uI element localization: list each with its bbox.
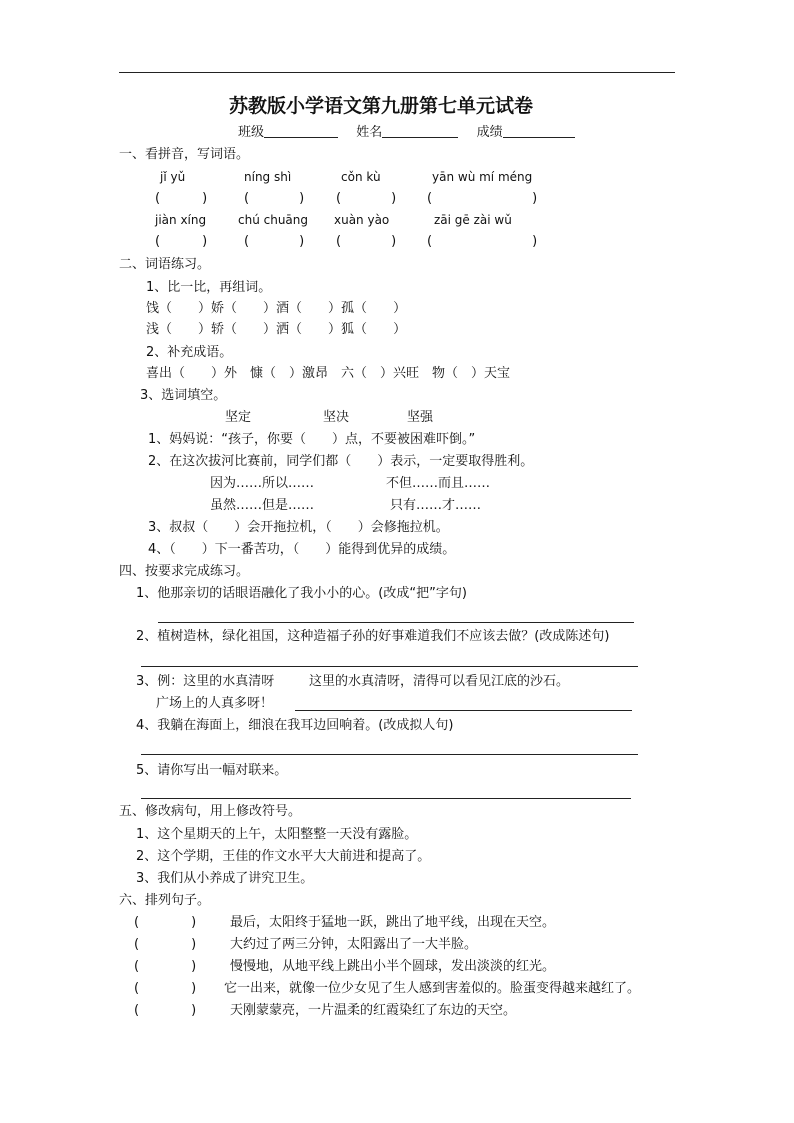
answer-box-8[interactable]: ( ) bbox=[427, 234, 538, 249]
idiom-question: 2、补充成语。 bbox=[146, 345, 233, 360]
fill-word-question: 3、选词填空。 bbox=[140, 388, 227, 403]
top-rule bbox=[119, 72, 675, 73]
answer-box-7[interactable]: ( ) bbox=[336, 234, 397, 249]
answer-line-3[interactable] bbox=[295, 710, 632, 711]
answer-line-2[interactable] bbox=[141, 666, 638, 667]
class-field[interactable] bbox=[264, 125, 338, 138]
pinyin-5: jiàn xíng bbox=[155, 213, 207, 227]
word-option-2: 坚决 bbox=[323, 410, 350, 425]
header-fields bbox=[238, 125, 575, 139]
rewrite-q1: 1、他那亲切的话眼语融化了我小小的心。(改成“把”字句) bbox=[136, 586, 467, 601]
fill-sentence-3: 3、叔叔（ ）会开拖拉机，（ ）会修拖拉机。 bbox=[148, 520, 449, 535]
answer-line-4[interactable] bbox=[141, 754, 638, 755]
rewrite-q5: 5、请你写出一幅对联来。 bbox=[136, 763, 288, 778]
answer-box-2[interactable]: ( ) bbox=[244, 191, 305, 206]
order-paren-4[interactable]: ( ) bbox=[134, 981, 197, 996]
conj-option-2: 不但……而且…… bbox=[386, 476, 491, 491]
pinyin-8: zāi gē zài wǔ bbox=[434, 213, 512, 227]
conj-option-1: 因为……所以…… bbox=[210, 476, 315, 491]
sick-sentence-1: 1、这个星期天的上午，太阳整整一天没有露脸。 bbox=[136, 827, 418, 842]
rewrite-q3-example-answer: 这里的水真清呀，清得可以看见江底的沙石。 bbox=[309, 674, 570, 689]
rewrite-q3-example: 3、例：这里的水真清呀 bbox=[136, 674, 275, 689]
answer-box-4[interactable]: ( ) bbox=[427, 191, 538, 206]
page-title: 苏教版小学语文第九册第七单元试卷 bbox=[229, 95, 534, 117]
rewrite-q2: 2、植树造林，绿化祖国，这种造福子孙的好事难道我们不应该去做？(改成陈述句) bbox=[136, 629, 610, 644]
conj-option-3: 虽然……但是…… bbox=[210, 498, 315, 513]
compare-row-2: 浅（ ）轿（ ）洒（ ）狐（ ） bbox=[146, 322, 407, 337]
rewrite-q3-prompt: 广场上的人真多呀！ bbox=[156, 696, 274, 711]
idiom-row: 喜出（ ）外 慷（ ）激昂 六（ ）兴旺 物（ ）天宝 bbox=[146, 366, 511, 381]
pinyin-4: yān wù mí méng bbox=[432, 170, 533, 184]
order-sentence-1: 最后，太阳终于猛地一跃，跳出了地平线，出现在天空。 bbox=[230, 915, 556, 930]
answer-box-3[interactable]: ( ) bbox=[336, 191, 397, 206]
answer-box-6[interactable]: ( ) bbox=[244, 234, 305, 249]
order-paren-2[interactable]: ( ) bbox=[134, 937, 197, 952]
pinyin-1: jǐ yǔ bbox=[160, 170, 186, 184]
answer-line-5[interactable] bbox=[141, 798, 631, 799]
order-sentence-3: 慢慢地，从地平线上跳出小半个圆球，发出淡淡的红光。 bbox=[230, 959, 556, 974]
section-1-heading: 一、看拼音，写词语。 bbox=[119, 147, 250, 162]
compare-question: 1、比一比，再组词。 bbox=[146, 280, 272, 295]
sick-sentence-2: 2、这个学期，王佳的作文水平大大前进和提高了。 bbox=[136, 849, 431, 864]
pinyin-3: cǒn kù bbox=[341, 170, 381, 184]
fill-sentence-4: 4、（ ）下一番苦功，（ ）能得到优异的成绩。 bbox=[148, 542, 456, 557]
score-label: 成绩 bbox=[476, 125, 503, 140]
order-sentence-4: 它一出来，就像一位少女见了生人感到害羞似的。脸蛋变得越来越红了。 bbox=[224, 981, 641, 996]
class-label: 班级 bbox=[238, 125, 265, 140]
order-paren-5[interactable]: ( ) bbox=[134, 1003, 197, 1018]
section-6-heading: 六、排列句子。 bbox=[119, 893, 211, 908]
section-4-heading: 四、按要求完成练习。 bbox=[119, 564, 250, 579]
conj-option-4: 只有……才…… bbox=[390, 498, 482, 513]
pinyin-7: xuàn yào bbox=[334, 213, 390, 227]
fill-sentence-2: 2、在这次拔河比赛前，同学们都（ ）表示，一定要取得胜利。 bbox=[148, 454, 534, 469]
pinyin-6: chú chuāng bbox=[238, 213, 309, 227]
score-field[interactable] bbox=[503, 125, 575, 138]
word-option-3: 坚强 bbox=[407, 410, 434, 425]
name-label: 姓名 bbox=[356, 125, 383, 140]
order-paren-3[interactable]: ( ) bbox=[134, 959, 197, 974]
order-sentence-5: 天刚蒙蒙亮，一片温柔的红霞染红了东边的天空。 bbox=[230, 1003, 517, 1018]
section-5-heading: 五、修改病句，用上修改符号。 bbox=[119, 804, 302, 819]
name-field[interactable] bbox=[382, 125, 458, 138]
fill-sentence-1: 1、妈妈说：“孩子，你要（ ）点，不要被困难吓倒。” bbox=[148, 432, 476, 447]
section-2-heading: 二、词语练习。 bbox=[119, 257, 211, 272]
word-option-1: 坚定 bbox=[225, 410, 252, 425]
compare-row-1: 饯（ ）娇（ ）酒（ ）孤（ ） bbox=[146, 301, 407, 316]
rewrite-q4: 4、我躺在海面上，细浪在我耳边回响着。(改成拟人句) bbox=[136, 718, 454, 733]
answer-line-1[interactable] bbox=[158, 622, 634, 623]
pinyin-2: níng shì bbox=[244, 170, 292, 184]
answer-box-1[interactable]: ( ) bbox=[155, 191, 208, 206]
order-paren-1[interactable]: ( ) bbox=[134, 915, 197, 930]
order-sentence-2: 大约过了两三分钟，太阳露出了一大半脸。 bbox=[230, 937, 478, 952]
sick-sentence-3: 3、我们从小养成了讲究卫生。 bbox=[136, 871, 314, 886]
answer-box-5[interactable]: ( ) bbox=[155, 234, 208, 249]
